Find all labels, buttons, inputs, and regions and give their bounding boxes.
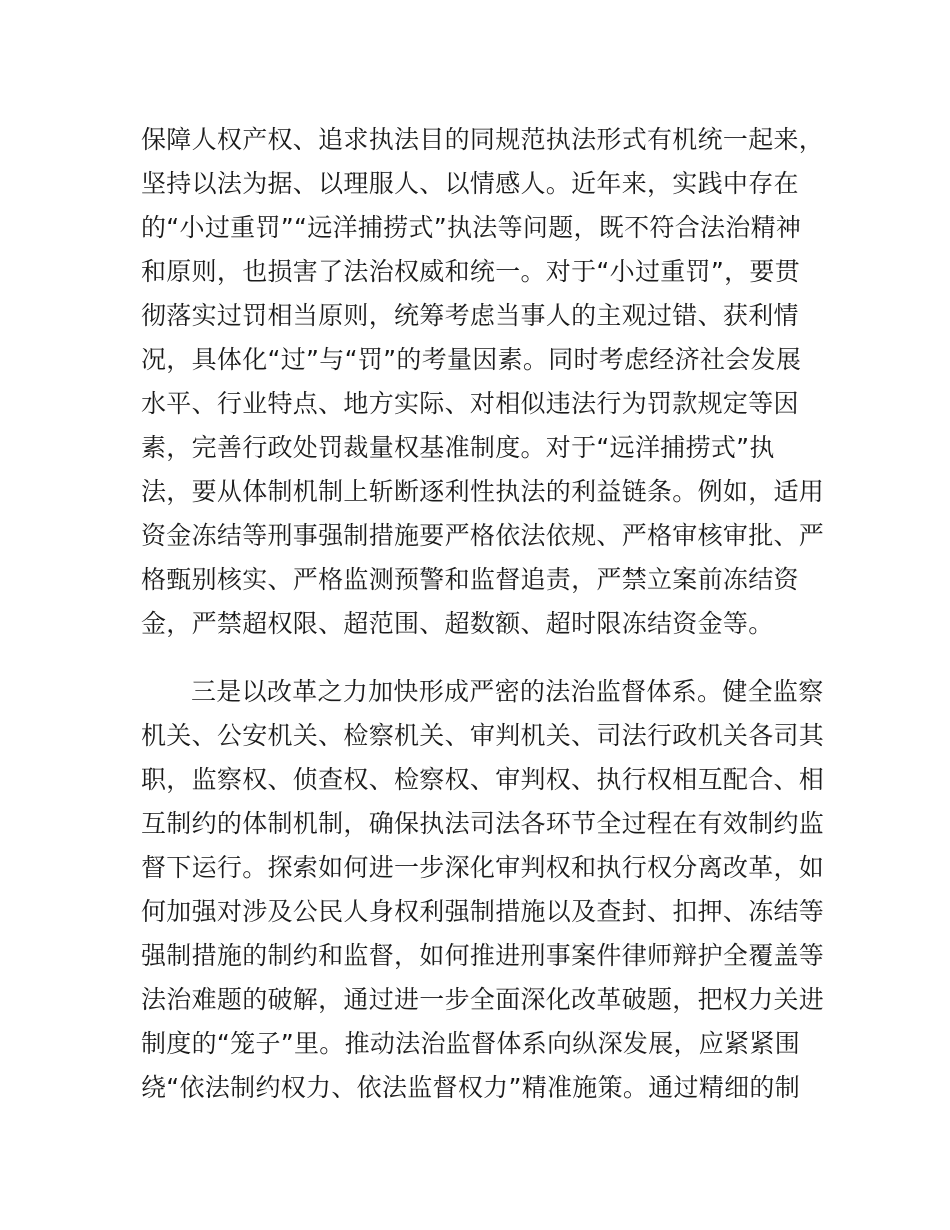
- document-body: [141, 118, 825, 1110]
- paragraph-line: 何加强对涉及公民人身权利强制措施以及查封、扣押、冻结等: [141, 897, 825, 926]
- paragraph-1: [141, 118, 825, 646]
- paragraph-line: 格甄别核实、严格监测预警和监督追责，严禁立案前冻结资: [141, 565, 799, 594]
- paragraph-line: 职，监察权、侦查权、检察权、审判权、执行权相互配合、相: [141, 765, 825, 794]
- paragraph-line: 金，严禁超权限、超范围、超数额、超时限冻结资金等。: [141, 609, 774, 638]
- paragraph-line: 和原则，也损害了法治权威和统一。对于“小过重罚”，要贯: [141, 257, 801, 286]
- paragraph-line: 督下运行。探索如何进一步深化审判权和执行权分离改革，如: [141, 853, 825, 882]
- paragraph-2: [141, 670, 825, 1110]
- paragraph-line: 坚持以法为据、以理服人、以情感人。近年来，实践中存在: [141, 169, 799, 198]
- paragraph-line: 资金冻结等刑事强制措施要严格依法依规、严格审核审批、严: [141, 521, 825, 550]
- paragraph-line: 彻落实过罚相当原则，统筹考虑当事人的主观过错、获利情: [141, 301, 799, 330]
- paragraph-line: 制度的“笼子”里。推动法治监督体系向纵深发展，应紧紧围: [141, 1029, 801, 1058]
- paragraph-line: 三是以改革之力加快形成严密的法治监督体系。健全监察: [191, 677, 824, 706]
- paragraph-line: 的“小过重罚”“远洋捕捞式”执法等问题，既不符合法治精神: [141, 213, 802, 242]
- paragraph-line: 素，完善行政处罚裁量权基准制度。对于“远洋捕捞式”执: [141, 433, 775, 462]
- paragraph-line: 法治难题的破解，通过进一步全面深化改革破题，把权力关进: [141, 985, 825, 1014]
- paragraph-line: 法，要从体制机制上斩断逐利性执法的利益链条。例如，适用: [141, 477, 825, 506]
- paragraph-line: 保障人权产权、追求执法目的同规范执法形式有机统一起来，: [141, 125, 825, 154]
- paragraph-line: 绕“依法制约权力、依法监督权力”精准施策。通过精细的制: [141, 1073, 801, 1102]
- paragraph-line: 况，具体化“过”与“罚”的考量因素。同时考虑经济社会发展: [141, 345, 802, 374]
- paragraph-line: 机关、公安机关、检察机关、审判机关、司法行政机关各司其: [141, 721, 825, 750]
- paragraph-line: 强制措施的制约和监督，如何推进刑事案件律师辩护全覆盖等: [141, 941, 825, 970]
- paragraph-gap: [141, 646, 821, 670]
- paragraph-line: 互制约的体制机制，确保执法司法各环节全过程在有效制约监: [141, 809, 825, 838]
- paragraph-line: 水平、行业特点、地方实际、对相似违法行为罚款规定等因: [141, 389, 799, 418]
